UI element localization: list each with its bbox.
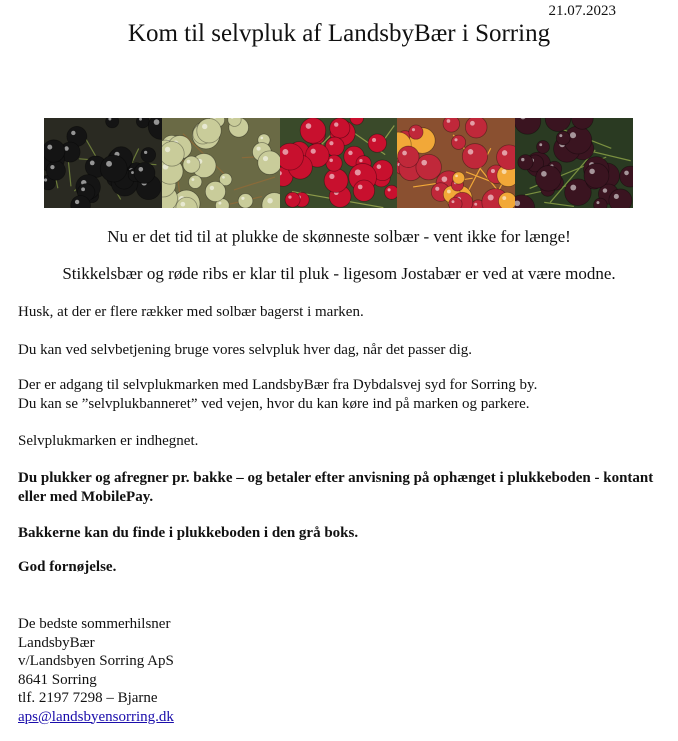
paragraph-access — [18, 376, 658, 414]
signature-greeting: De bedste sommerhilsner — [18, 616, 171, 632]
email-link[interactable]: aps@landsbyensorring.dk — [18, 708, 174, 725]
raspberry-photo-icon — [397, 118, 515, 208]
headline-stikkelsbaer: Stikkelsbær og røde ribs er klar til pluk - ligesom Jostabær er ved at være modne. — [62, 264, 616, 283]
jostaberry-photo-icon — [515, 118, 633, 208]
paragraph-access-line1: Der er adgang til selvplukmarken med LandsbyBær fra Dybdalsvej syd for Sorring by. — [18, 377, 538, 393]
redcurrant-photo-icon — [280, 118, 398, 208]
paragraph-trays: Bakkerne kan du finde i plukkeboden i den grå boks. — [18, 525, 359, 541]
signature-company: LandsbyBær — [18, 634, 95, 651]
paragraph-payment — [18, 469, 658, 507]
paragraph-fenced: Selvplukmarken er indhegnet. — [18, 433, 199, 449]
paragraph-payment-line2: eller med MobilePay. — [18, 489, 154, 505]
document-date: 21.07.2023 — [548, 3, 616, 19]
blackcurrant-photo-icon — [44, 118, 162, 208]
signature-phone: tlf. 2197 7298 – Bjarne — [18, 690, 158, 706]
page-title: Kom til selvpluk af LandsbyBær i Sorring — [127, 20, 551, 47]
signature-address: 8641 Sorring — [18, 671, 97, 688]
paragraph-access-line2: Du kan se ”selvplukbanneret” ved vejen, hvor du kan køre ind på marken og parkere. — [18, 396, 530, 412]
paragraph-solbaer-rows: Husk, at der er flere rækker med solbær bagerst i marken. — [18, 304, 364, 320]
signature-block — [18, 615, 174, 726]
berry-banner — [44, 118, 633, 208]
signature-legal-name: v/Landsbyen Sorring ApS — [18, 653, 174, 669]
gooseberry-photo-icon — [162, 118, 280, 208]
paragraph-greeting: God fornøjelse. — [18, 559, 117, 575]
paragraph-payment-line1: Du plukker og afregner pr. bakke – og betaler efter anvisning på ophænget i plukkeboden - kontant — [18, 470, 654, 486]
paragraph-self-service: Du kan ved selvbetjening bruge vores selvpluk hver dag, når det passer dig. — [18, 342, 473, 358]
headline-solbaer: Nu er det tid til at plukke de skønneste solbær - vent ikke for længe! — [107, 227, 571, 246]
